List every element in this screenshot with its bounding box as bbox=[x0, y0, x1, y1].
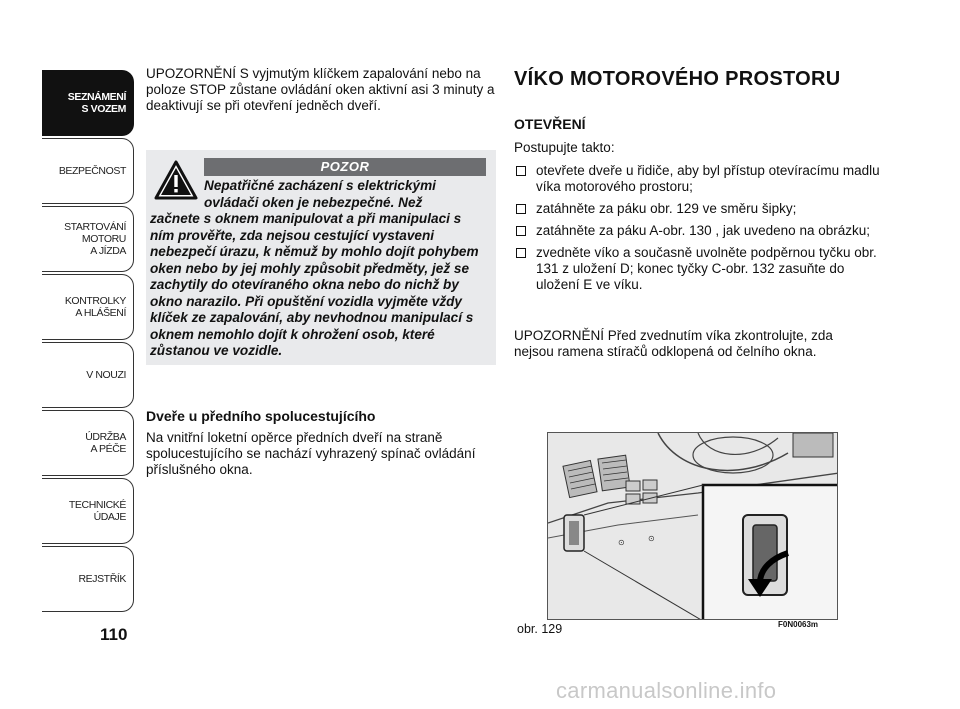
tab-rejstrik[interactable] bbox=[42, 546, 134, 612]
watermark: carmanualsonline.info bbox=[556, 678, 777, 703]
step-text: otevřete dveře u řidiče, aby byl přístup otevíracímu madlu víka motorového prostoru; bbox=[536, 163, 880, 194]
section-subheading: Dveře u předního spolucestujícího bbox=[146, 408, 376, 424]
tab-technicke[interactable] bbox=[42, 478, 134, 544]
notice-text: UPOZORNĚNÍ S vyjmutým klíčkem zapalování nebo na poloze STOP zůstane ovládání oken aktivní asi 3 minuty a deaktivují se při otevření jedněch dveří. bbox=[146, 66, 495, 113]
svg-text:⊙: ⊙ bbox=[648, 534, 655, 543]
list-item bbox=[514, 245, 884, 293]
tab-label: STARTOVÁNÍ MOTORU A JÍZDA bbox=[64, 221, 126, 257]
list-item bbox=[514, 223, 884, 239]
warning-box bbox=[146, 150, 496, 365]
figure-caption: obr. 129 bbox=[517, 622, 563, 636]
section-subheading: OTEVŘENÍ bbox=[514, 116, 586, 132]
tab-label: KONTROLKY A HLÁŠENÍ bbox=[64, 295, 126, 319]
tab-label: SEZNÁMENÍ S VOZEM bbox=[67, 91, 126, 115]
svg-text:⊙: ⊙ bbox=[618, 538, 625, 547]
checkbox-bullet-icon bbox=[516, 166, 526, 176]
tab-seznameni[interactable] bbox=[42, 70, 134, 136]
step-text: zatáhněte za páku obr. 129 ve směru šipky; bbox=[536, 201, 797, 216]
tab-label: TECHNICKÉ ÚDAJE bbox=[68, 499, 126, 523]
tab-label: REJSTŘÍK bbox=[78, 573, 126, 585]
section-title: VÍKO MOTOROVÉHO PROSTORU bbox=[514, 68, 841, 90]
checkbox-bullet-icon bbox=[516, 204, 526, 214]
steps-list bbox=[514, 163, 884, 299]
step-text: zvedněte víko a současně uvolněte podpěrnou tyčku obr. 131 z uložení D; konec tyčky C-obr. 132 zasuňte do uložení E ve víku. bbox=[536, 245, 877, 292]
warning-body: začnete s oknem manipulovat a při manipulaci s ním prověřte, zda nejsou cestující vystaveni nebezpečí úrazu, k němuž by mohlo dojít pohybem oken nebo by jej mohly způsobit předměty, jež se zachytily do otevíraného okna nebo do nichž by okno narazilo. Při opuštění vozidla vyjměte vždy klíček ze zapalování, aby nevhodnou manipulací s oknem nemohlo dojít k ohrožení osob, které zůstanou ve vozidle. bbox=[150, 211, 479, 358]
tab-label: BEZPEČNOST bbox=[58, 165, 126, 177]
figure-hood-release bbox=[547, 432, 838, 620]
page-number: 110 bbox=[100, 625, 128, 644]
tab-startovani[interactable] bbox=[42, 206, 134, 272]
tab-v-nouzi[interactable] bbox=[42, 342, 134, 408]
tab-bezpecnost[interactable] bbox=[42, 138, 134, 204]
tab-kontrolky[interactable] bbox=[42, 274, 134, 340]
checkbox-bullet-icon bbox=[516, 226, 526, 236]
figure-code: F0N0063m bbox=[778, 620, 819, 629]
tab-label: ÚDRŽBA A PÉČE bbox=[85, 431, 126, 455]
checkbox-bullet-icon bbox=[516, 248, 526, 258]
intro-text: Postupujte takto: bbox=[514, 140, 615, 155]
warning-line: Nepatřičné zacházení s elektrickými bbox=[204, 178, 436, 193]
tab-label: V NOUZI bbox=[86, 369, 126, 381]
list-item bbox=[514, 201, 884, 217]
dashboard-illustration bbox=[548, 433, 838, 620]
notice-text: UPOZORNĚNÍ Před zvednutím víka zkontrolujte, zda nejsou ramena stíračů odklopená od čelního okna. bbox=[514, 328, 833, 359]
warning-header: POZOR bbox=[204, 158, 486, 176]
warning-line: ovládači oken je nebezpečné. Než bbox=[204, 194, 423, 210]
tab-udrzba[interactable] bbox=[42, 410, 134, 476]
step-text: zatáhněte za páku A-obr. 130 , jak uvedeno na obrázku; bbox=[536, 223, 870, 238]
warning-text bbox=[150, 178, 480, 360]
list-item bbox=[514, 163, 884, 195]
section-body: Na vnitřní loketní opěrce předních dveří na straně spolucestujícího se nachází vyhrazený spínač ovládání příslušného okna. bbox=[146, 430, 476, 477]
